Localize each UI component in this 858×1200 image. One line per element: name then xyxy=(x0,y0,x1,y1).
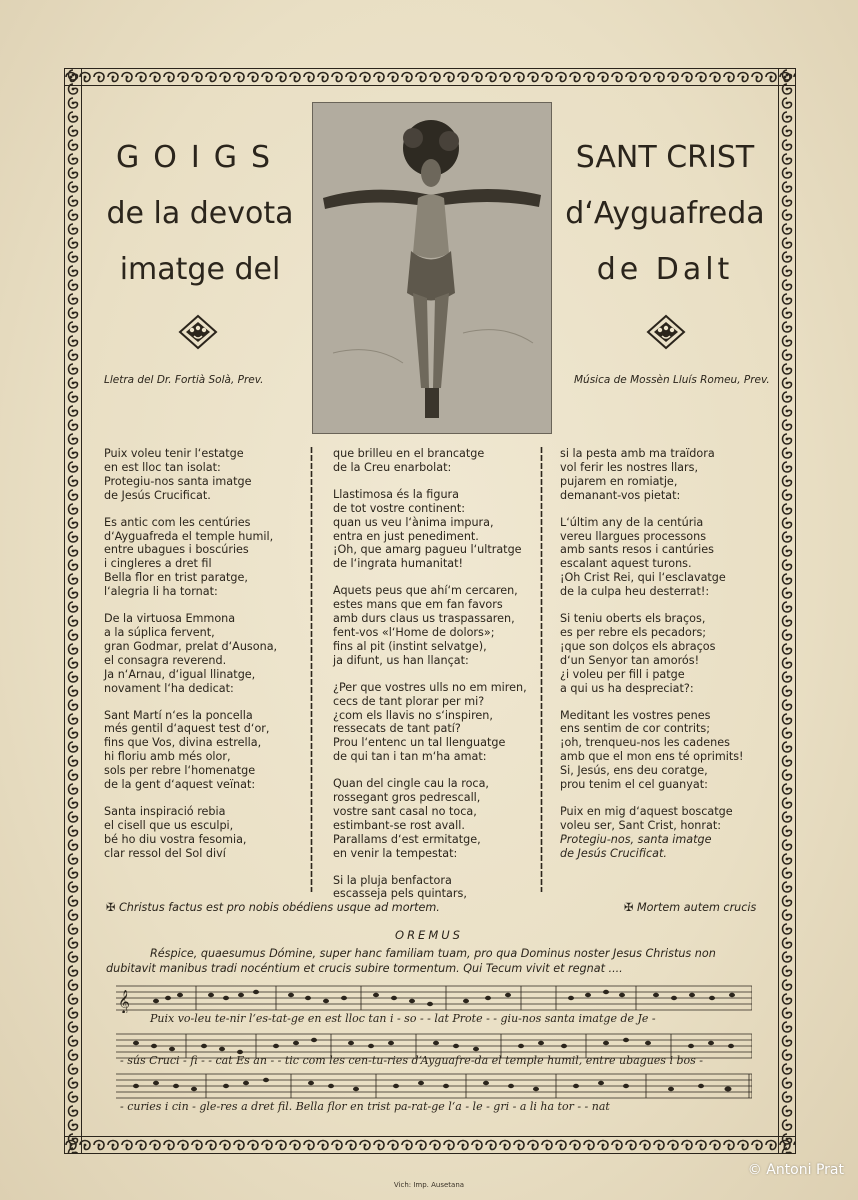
verse-line: Meditant les vostres penes xyxy=(560,708,711,722)
verse-line: ressecats de tant patí? xyxy=(333,722,461,736)
verse-line: d‘Ayguafreda el temple humil, xyxy=(104,529,274,543)
verse-line: ¿Per que vostres ulls no em miren, xyxy=(333,680,527,694)
verse-line: quan us veu l‘ànima impura, xyxy=(333,515,494,529)
verse-stanza xyxy=(333,488,533,571)
verse-line: Sant Martí n‘es la poncella xyxy=(104,708,253,722)
verse-line: fent-vos «l‘Home de dolors»; xyxy=(333,625,495,639)
verse-line: ja difunt, us han llançat: xyxy=(333,653,469,667)
title-left-line-2: de la devota xyxy=(106,196,294,231)
cross-icon: ✠ xyxy=(106,901,119,914)
verse-line: ¡Oh, que amarg pagueu l‘ultratge xyxy=(333,543,522,557)
verse-stanza xyxy=(333,447,533,475)
music-lyric-line-1: Puix vo-leu te-nir l‘es-tat-ge en est lloc tan i - so - - lat Prote - - giu-nos santa imatge de Je - xyxy=(150,1012,656,1025)
verse-line: estimbant-se rost avall. xyxy=(333,818,465,832)
verse-stanza xyxy=(560,516,770,599)
floral-ornament-icon xyxy=(176,312,220,352)
verse-line: Si, Jesús, ens deu coratge, xyxy=(560,764,708,778)
verse-line: de la gent d‘aquest veïnat: xyxy=(104,778,256,792)
verse-line: a qui us ha despreciat?: xyxy=(560,681,694,695)
verse-line: ens sentim de cor contrits; xyxy=(560,722,710,736)
verse-line: a la súplica fervent, xyxy=(104,625,215,639)
verse-line: estes mans que em fan favors xyxy=(333,598,503,612)
verse-line: clar ressol del Sol diví xyxy=(104,846,226,860)
verse-line: de qui tan i tan m‘ha amat: xyxy=(333,750,487,764)
verse-line: Puix voleu tenir l‘estatge xyxy=(104,447,244,460)
verse-line: Ja n‘Arnau, d‘igual llinatge, xyxy=(104,667,256,681)
verse-line: més gentil d‘aquest test d‘or, xyxy=(104,722,270,736)
verse-line: ¡oh, trenqueu-nos les cadenes xyxy=(560,736,730,750)
verse-line: L‘últim any de la centúria xyxy=(560,515,704,529)
verse-line: Bella flor en trist paratge, xyxy=(104,571,248,585)
verse-line: demanant-vos pietat: xyxy=(560,488,681,502)
title-right-line-3: de Dalt xyxy=(596,252,734,287)
title-left-line-3: imatge del xyxy=(119,252,281,287)
verse-column-1 xyxy=(104,447,294,874)
verse-stanza xyxy=(560,709,770,792)
verse-line: de Jesús Crucificat. xyxy=(560,846,667,860)
verse-line: voleu ser, Sant Crist, honrat: xyxy=(560,818,722,832)
verse-line: amb durs claus us traspassaren, xyxy=(333,612,515,626)
verse-line: vostre sant casal no toca, xyxy=(333,804,477,818)
verse-stanza xyxy=(104,805,294,861)
verse-line: bé ho diu vostra fesomia, xyxy=(104,832,247,846)
verse-line: vol ferir les nostres llars, xyxy=(560,460,699,474)
printer-imprint: Vich: Imp. Ausetana xyxy=(393,1181,465,1189)
column-divider xyxy=(540,447,543,892)
verse-line: ¡Oh Crist Rei, qui l‘esclavatge xyxy=(560,571,726,585)
verse-stanza xyxy=(560,612,770,695)
verse-line: de tot vostre continent: xyxy=(333,501,465,515)
verse-line: en est lloc tan isolat: xyxy=(104,460,221,474)
verse-line: Si teniu oberts els braços, xyxy=(560,612,706,626)
verse-line: De la virtuosa Emmona xyxy=(104,612,236,626)
title-right-line-2: d‘Ayguafreda xyxy=(565,196,765,231)
music-staff xyxy=(116,1071,752,1101)
verse-line: Llastimosa és la figura xyxy=(333,487,459,501)
verse-line: Prou l‘entenc un tal llenguatge xyxy=(333,736,506,750)
verse-line: ¡que son dolços els abraços xyxy=(560,639,716,653)
verse-line: de l‘ingrata humanitat! xyxy=(333,557,464,571)
verse-stanza xyxy=(104,516,294,599)
verse-stanza xyxy=(104,612,294,695)
verse-line: fins que Vos, divina estrella, xyxy=(104,736,262,750)
verse-line: escalant aquest turons. xyxy=(560,557,692,571)
verse-stanza xyxy=(560,805,770,861)
verse-line: ¿i voleu per fill i patge xyxy=(560,667,685,681)
verse-line: Aquets peus que ahí‘m cercaren, xyxy=(333,584,518,598)
floral-ornament-icon xyxy=(644,312,688,352)
verse-line: el cisell que us esculpi, xyxy=(104,818,234,832)
verse-line: amb sants resos i cantúries xyxy=(560,543,714,557)
verse-line: de la culpa heu desterrat!: xyxy=(560,585,710,599)
verse-line: novament l‘ha dedicat: xyxy=(104,681,234,695)
copyright-watermark: © Antoni Prat xyxy=(747,1162,844,1178)
verse-line: Es antic com les centúries xyxy=(104,515,251,529)
verse-line: de la Creu enarbolat: xyxy=(333,460,452,474)
verse-line: Si la pluja benfactora xyxy=(333,873,452,887)
christus-antiphon-end: ✠ Mortem autem crucis xyxy=(624,901,757,914)
verse-stanza xyxy=(333,874,533,902)
lyrics-credit: Lletra del Dr. Fortià Solà, Prev. xyxy=(104,374,264,386)
verse-line: entra en just penediment. xyxy=(333,529,479,543)
verse-line: el consagra reverend. xyxy=(104,653,227,667)
verse-line: de Jesús Crucificat. xyxy=(104,488,211,502)
ornamental-border-left xyxy=(64,68,82,1154)
verse-line: rossegant gros pedrescall, xyxy=(333,791,481,805)
verse-stanza xyxy=(333,777,533,860)
verse-line: amb que el mon ens té oprimits! xyxy=(560,750,744,764)
verse-line: Protegiu-nos, santa imatge xyxy=(560,832,712,846)
verse-stanza xyxy=(104,709,294,792)
music-lyric-line-3: - curies i cin - gle-res a dret fil. Bella flor en trist pa-rat-ge l‘a - le - gri - a li ha tor - - nat xyxy=(120,1100,610,1113)
cross-icon: ✠ xyxy=(624,901,637,914)
ornamental-border-right xyxy=(778,68,796,1154)
verse-line: cecs de tant plorar per mi? xyxy=(333,694,485,708)
crucifix-photograph xyxy=(312,102,552,434)
title-left-line-1: GOIGS xyxy=(116,140,284,175)
verse-line: Parallams d‘est ermitatge, xyxy=(333,832,481,846)
verse-line: en venir la tempestat: xyxy=(333,846,458,860)
music-lyric-line-2: - sús Cruci - fi - - cat Es an - - tic com les cen-tu-ries d‘Ayguafre-da el temple humil, entre ubagues i bos - xyxy=(120,1054,703,1067)
verse-line: escasseja pels quintars, xyxy=(333,887,467,901)
crucifix-icon xyxy=(313,103,551,433)
christus-antiphon: ✠ Christus factus est pro nobis obédiens usque ad mortem. xyxy=(106,901,440,914)
verse-line: d‘un Senyor tan amorós! xyxy=(560,653,700,667)
verse-line: l‘alegria li ha tornat: xyxy=(104,585,218,599)
music-staff xyxy=(116,983,752,1013)
oremus-heading: OREMUS xyxy=(395,928,463,942)
verse-line: gran Godmar, prelat d‘Ausona, xyxy=(104,639,278,653)
music-credit: Música de Mossèn Lluís Romeu, Prev. xyxy=(574,374,770,386)
svg-text:𝄞: 𝄞 xyxy=(118,989,130,1013)
ornamental-border-top xyxy=(64,68,796,86)
verse-stanza xyxy=(104,447,294,503)
verse-line: sols per rebre l‘homenatge xyxy=(104,764,256,778)
verse-line: Protegiu-nos santa imatge xyxy=(104,474,252,488)
verse-line: pujarem en romiatje, xyxy=(560,474,678,488)
verse-line: fins al pit (instint selvatge), xyxy=(333,639,487,653)
title-right-line-1: SANT CRIST xyxy=(575,140,755,175)
verse-stanza xyxy=(560,447,770,503)
verse-line: i cingleres a dret fil xyxy=(104,557,212,571)
verse-line: si la pesta amb ma traïdora xyxy=(560,447,715,460)
verse-stanza xyxy=(333,681,533,764)
verse-line: entre ubagues i boscúries xyxy=(104,543,249,557)
verse-line: Quan del cingle cau la roca, xyxy=(333,777,489,791)
verse-line: Santa inspiració rebia xyxy=(104,804,226,818)
verse-stanza xyxy=(333,584,533,667)
verse-line: vereu llargues processons xyxy=(560,529,707,543)
verse-line: es per rebre els pecadors; xyxy=(560,625,707,639)
verse-column-3 xyxy=(560,447,770,874)
oremus-prayer: Réspice, quaesumus Dómine, super hanc familiam tuam, pro qua Dominus noster Jesus Christus non dubitavit manibus tradi nocéntium et crucis subire tormentum. Qui Tecum vivit et regnat .... xyxy=(106,947,716,975)
verse-line: que brilleu en el brancatge xyxy=(333,447,485,460)
verse-column-2 xyxy=(333,447,533,914)
verse-line: Puix en mig d‘aquest boscatge xyxy=(560,804,733,818)
verse-line: hi floriu amb més olor, xyxy=(104,750,231,764)
verse-line: ¿com els llavis no s‘inspiren, xyxy=(333,708,493,722)
ornamental-border-bottom xyxy=(64,1136,796,1154)
column-divider xyxy=(310,447,313,892)
verse-line: prou tenim el cel guanyat: xyxy=(560,778,708,792)
